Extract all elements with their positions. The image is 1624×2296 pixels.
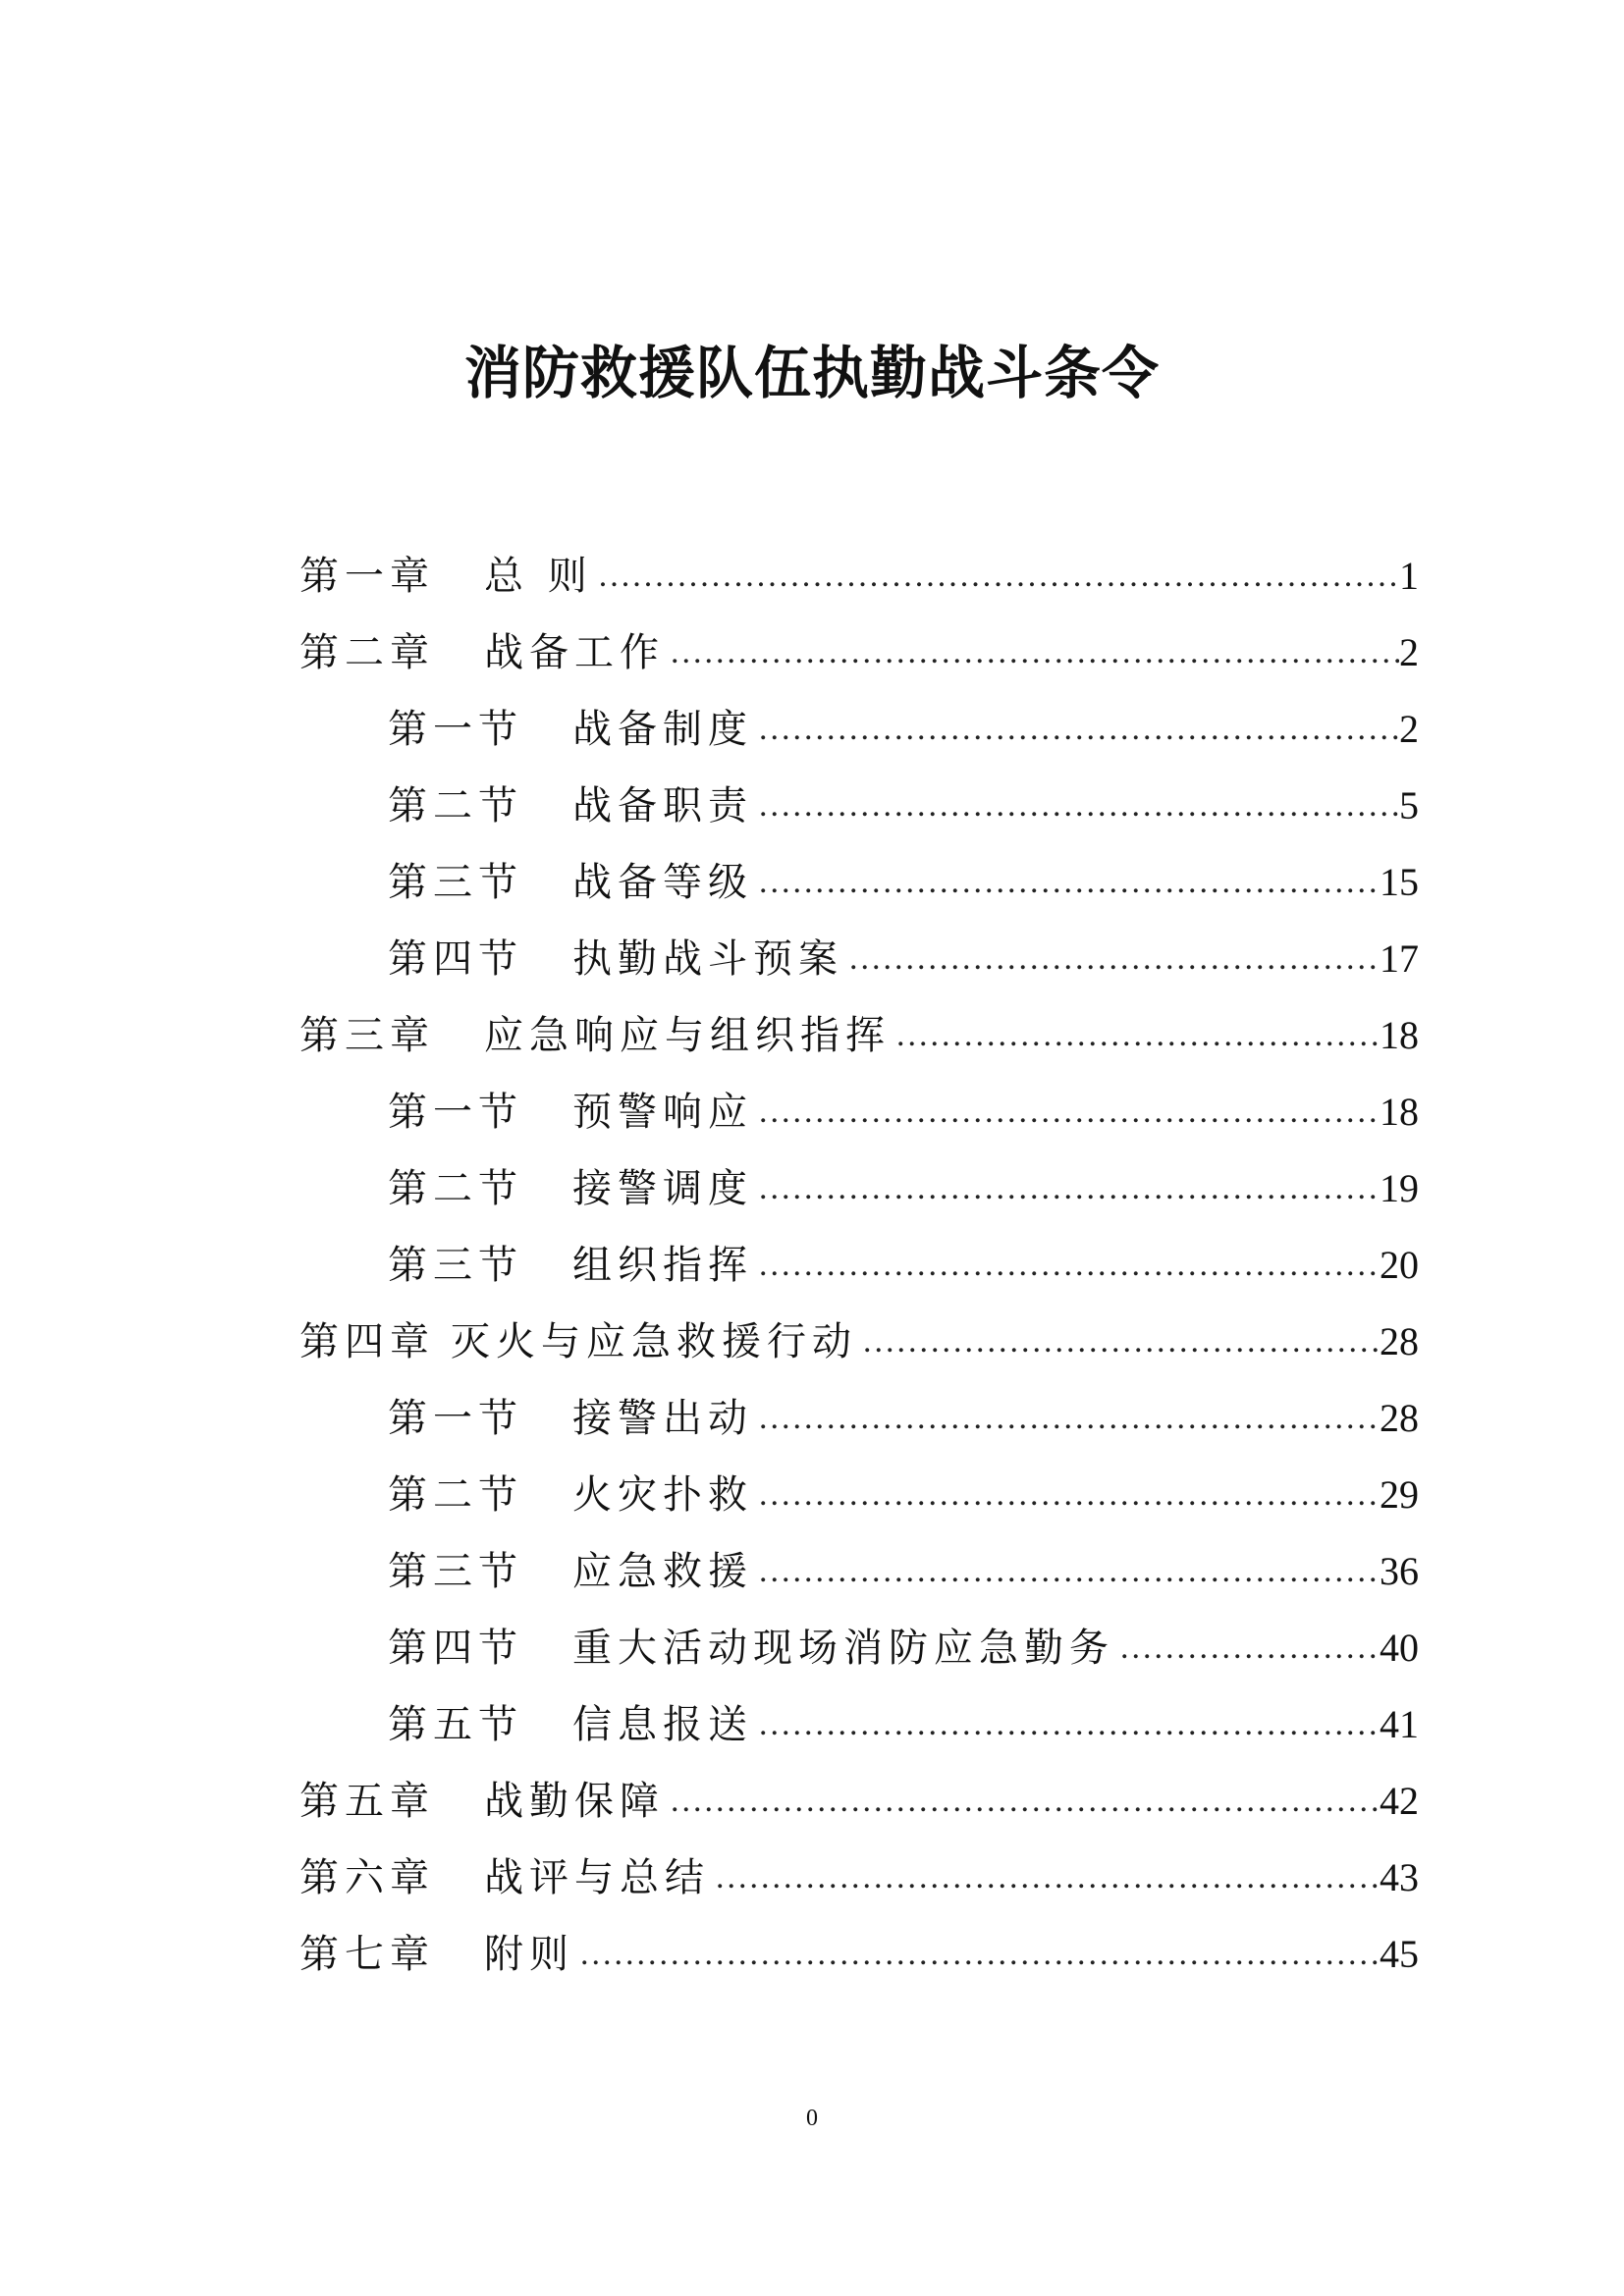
- toc-entry-chapter-1[interactable]: [299, 538, 1419, 614]
- toc-entry-page: 2: [1399, 707, 1419, 751]
- toc-entry-number: 第六章: [299, 1855, 435, 1900]
- toc-entry-page: 45: [1380, 1932, 1419, 1976]
- toc-entry-title: 应急响应与组织指挥: [484, 1013, 891, 1058]
- toc-entry-number: 第五章: [299, 1779, 435, 1824]
- toc-dot-leader: [753, 691, 1399, 768]
- toc-entry-title: 战评与总结: [484, 1855, 710, 1900]
- toc-dot-leader: [665, 614, 1399, 691]
- toc-dot-leader: [753, 1380, 1380, 1457]
- toc-entry-page: 18: [1380, 1013, 1419, 1057]
- toc-entry-title: 执勤战斗预案: [572, 936, 843, 982]
- toc-dot-leader: [665, 1763, 1380, 1840]
- toc-entry-number: 第七章: [299, 1932, 435, 1977]
- toc-entry-page: 29: [1380, 1472, 1419, 1517]
- toc-entry-title: 总 则: [484, 554, 593, 599]
- toc-entry-number: 第一节: [388, 1090, 523, 1135]
- toc-entry-title: 信息报送: [572, 1702, 753, 1747]
- toc-entry-chapter-3[interactable]: [299, 997, 1419, 1074]
- toc-entry-section[interactable]: [299, 1074, 1419, 1150]
- toc-entry-title: 应急救援: [572, 1549, 753, 1594]
- toc-entry-title: 战勤保障: [484, 1779, 665, 1824]
- toc-dot-leader: [1114, 1610, 1380, 1686]
- toc-entry-page: 28: [1380, 1319, 1419, 1363]
- toc-entry-page: 43: [1380, 1855, 1419, 1899]
- toc-entry-page: 2: [1399, 630, 1419, 674]
- toc-entry-number: 第四节: [388, 936, 523, 982]
- toc-entry-page: 19: [1380, 1166, 1419, 1210]
- toc-entry-title: 预警响应: [572, 1090, 753, 1135]
- toc-dot-leader: [753, 1533, 1380, 1610]
- toc-entry-number: 第二节: [388, 1472, 523, 1518]
- toc-entry-number: 第五节: [388, 1702, 523, 1747]
- toc-entry-title: 战备工作: [484, 630, 665, 675]
- toc-entry-page: 17: [1380, 936, 1419, 981]
- toc-entry-number: 第三节: [388, 860, 523, 905]
- toc-entry-page: 28: [1380, 1396, 1419, 1440]
- toc-dot-leader: [753, 1074, 1380, 1150]
- toc-dot-leader: [753, 844, 1380, 921]
- toc-dot-leader: [753, 1457, 1380, 1533]
- toc-entry-number: 第三节: [388, 1549, 523, 1594]
- toc-dot-leader: [843, 921, 1380, 997]
- toc-entry-section[interactable]: [299, 1380, 1419, 1457]
- toc-dot-leader: [710, 1840, 1380, 1916]
- toc-entry-title: 重大活动现场消防应急勤务: [572, 1626, 1114, 1671]
- toc-dot-leader: [753, 1150, 1380, 1227]
- toc-entry-page: 40: [1380, 1626, 1419, 1670]
- toc-entry-chapter-5[interactable]: [299, 1763, 1419, 1840]
- toc-entry-number: 第一节: [388, 707, 523, 752]
- toc-dot-leader: [857, 1304, 1380, 1380]
- toc-entry-page: 5: [1399, 783, 1419, 828]
- toc-entry-page: 1: [1399, 554, 1419, 598]
- toc-entry-section[interactable]: [299, 1533, 1419, 1610]
- toc-entry-section[interactable]: [299, 1150, 1419, 1227]
- toc-entry-section[interactable]: [299, 1686, 1419, 1763]
- toc-dot-leader: [574, 1916, 1380, 1993]
- toc-entry-number: 第一章: [299, 554, 435, 599]
- toc-entry-number: 第一节: [388, 1396, 523, 1441]
- toc-entry-page: 15: [1380, 860, 1419, 904]
- toc-entry-chapter-7[interactable]: [299, 1916, 1419, 1993]
- toc-entry-section[interactable]: [299, 1457, 1419, 1533]
- toc-entry-title: 战备职责: [572, 783, 753, 828]
- toc-entry-section[interactable]: [299, 691, 1419, 768]
- toc-entry-section[interactable]: [299, 921, 1419, 997]
- toc-entry-number: 第四节: [388, 1626, 523, 1671]
- toc-entry-section[interactable]: [299, 1610, 1419, 1686]
- toc-entry-number: 第二节: [388, 1166, 523, 1211]
- toc-entry-chapter-2[interactable]: [299, 614, 1419, 691]
- toc-entry-section[interactable]: [299, 844, 1419, 921]
- toc-entry-title: 接警调度: [572, 1166, 753, 1211]
- toc-entry-title: 组织指挥: [572, 1243, 753, 1288]
- toc-entry-page: 41: [1380, 1702, 1419, 1746]
- toc-entry-page: 18: [1380, 1090, 1419, 1134]
- toc-entry-title: 火灾扑救: [572, 1472, 753, 1518]
- toc-entry-page: 20: [1380, 1243, 1419, 1287]
- toc-dot-leader: [891, 997, 1380, 1074]
- toc-dot-leader: [753, 1227, 1380, 1304]
- toc-entry-page: 42: [1380, 1779, 1419, 1823]
- toc-entry-number: 第三节: [388, 1243, 523, 1288]
- toc-entry-section[interactable]: [299, 1227, 1419, 1304]
- toc-entry-number: 第二章: [299, 630, 435, 675]
- toc-entry-page: 36: [1380, 1549, 1419, 1593]
- toc-entry-chapter-4[interactable]: [299, 1304, 1419, 1380]
- toc-entry-section[interactable]: [299, 768, 1419, 844]
- toc-entry-title: 战备等级: [572, 860, 753, 905]
- toc-entry-title: 灭火与应急救援行动: [451, 1319, 857, 1364]
- table-of-contents: [299, 538, 1419, 1993]
- toc-dot-leader: [753, 768, 1399, 844]
- toc-entry-title: 接警出动: [572, 1396, 753, 1441]
- toc-entry-number: 第二节: [388, 783, 523, 828]
- toc-entry-title: 战备制度: [572, 707, 753, 752]
- page-number: 0: [806, 2106, 818, 2131]
- toc-entry-number: 第三章: [299, 1013, 435, 1058]
- toc-dot-leader: [593, 538, 1399, 614]
- toc-dot-leader: [753, 1686, 1380, 1763]
- toc-entry-chapter-6[interactable]: [299, 1840, 1419, 1916]
- toc-entry-number: 第四章: [299, 1319, 435, 1364]
- document-title: 消防救援队伍执勤战斗条令: [463, 340, 1160, 406]
- toc-entry-title: 附则: [484, 1932, 574, 1977]
